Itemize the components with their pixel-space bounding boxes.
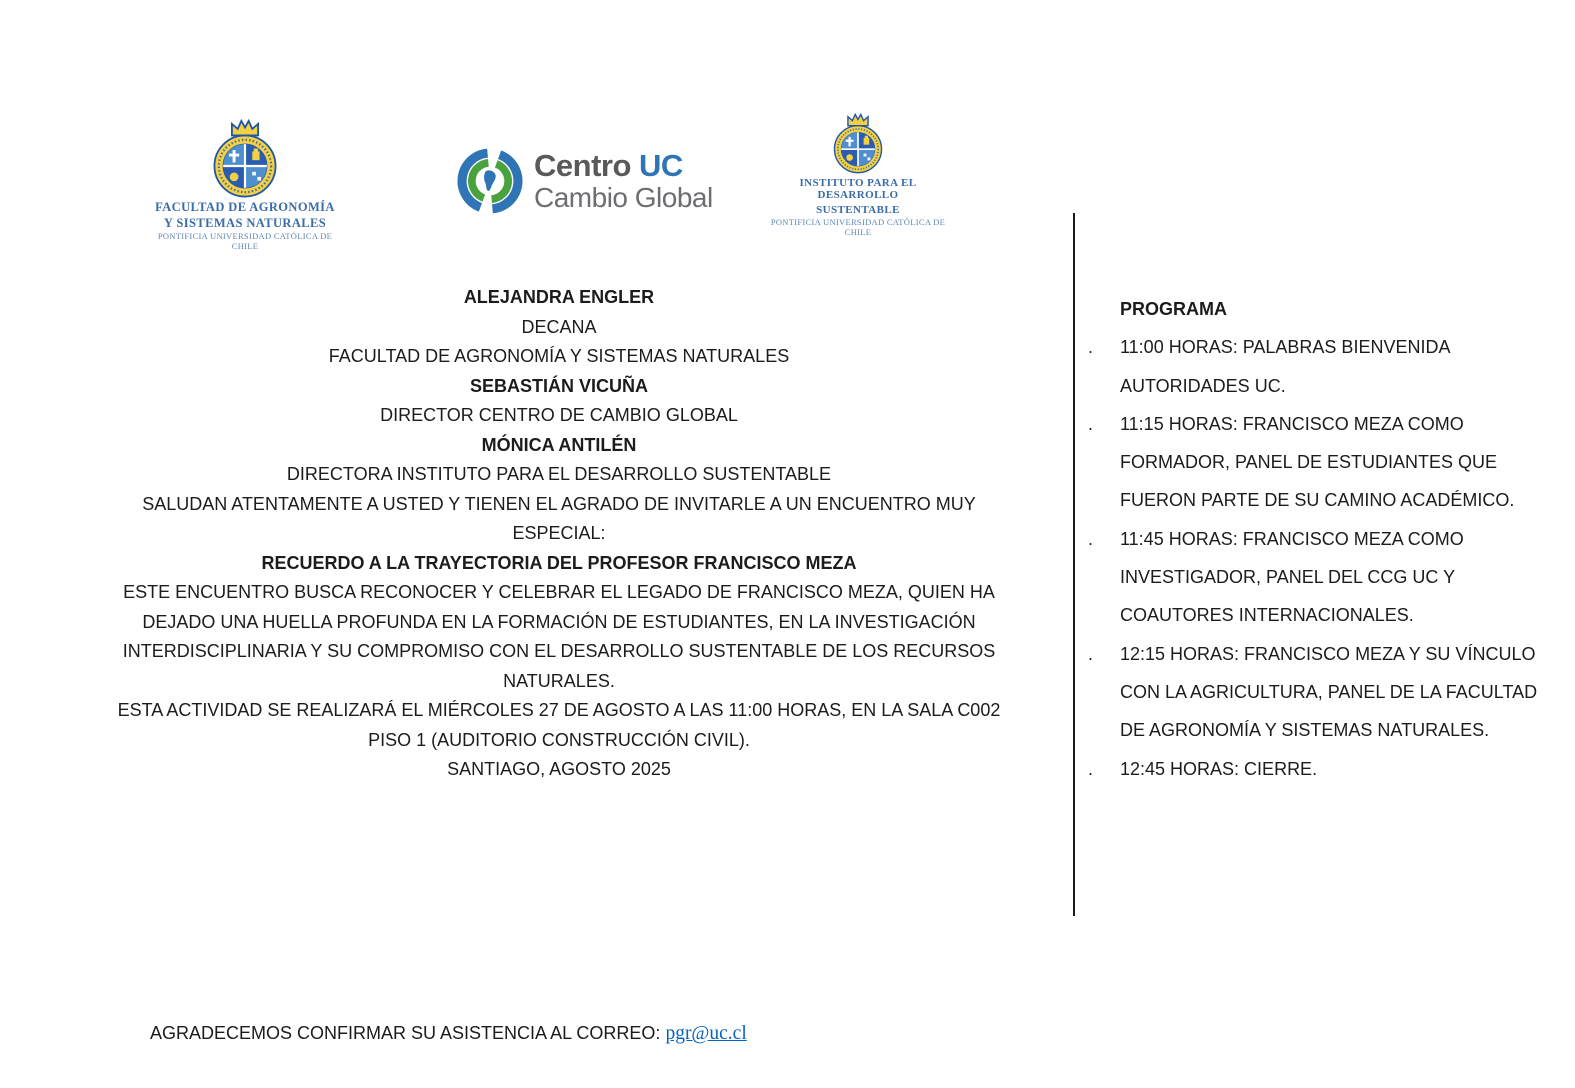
program-item [1088, 328, 1560, 405]
signatory-1-title: DECANA [521, 316, 597, 337]
bullet-marker: . [1088, 413, 1094, 434]
globe-icon [455, 146, 525, 216]
event-block [99, 549, 1019, 697]
facultad-logo [145, 118, 345, 251]
bullet-marker: . [1088, 337, 1094, 358]
signatory-3 [99, 431, 1019, 490]
instituto-logo [763, 112, 953, 237]
centro-uc-logo [455, 146, 713, 216]
signatory-1-org: FACULTAD DE AGRONOMÍA Y SISTEMAS NATURALES [328, 346, 790, 366]
uc-crest-icon [830, 112, 886, 174]
program-item [1088, 405, 1560, 520]
logistics-text: ESTA ACTIVIDAD SE REALIZARÁ EL MIÉRCOLES 27 DE AGOSTO A LAS 11:00 HORAS, EN LA SALA C002 PISO 1 (AUDITORIO CONSTRUCCIÓN CIVIL). [117, 700, 1001, 750]
facultad-logo-name-line1: FACULTAD DE AGRONOMÍA [155, 200, 335, 214]
program-item [1088, 635, 1560, 750]
program-heading: PROGRAMA [1120, 299, 1227, 319]
program-item [1088, 520, 1560, 635]
signatory-1 [99, 283, 1019, 372]
program-item [1088, 750, 1560, 788]
rsvp-email-link[interactable]: pgr@uc.cl [665, 1023, 747, 1044]
instituto-logo-university: PONTIFICIA UNIVERSIDAD CATÓLICA DE CHILE [770, 217, 946, 237]
program-item-text: 11:45 HORAS: FRANCISCO MEZA COMO INVESTIGADOR, PANEL DEL CCG UC Y COAUTORES INTERNACIONALES. [1120, 528, 1464, 626]
program-item-text: 12:15 HORAS: FRANCISCO MEZA Y SU VÍNCULO CON LA AGRICULTURA, PANEL DE LA FACULTAD DE AGRONOMÍA Y SISTEMAS NATURALES. [1120, 643, 1538, 741]
invitation-body [99, 283, 1019, 785]
rsvp-line [150, 1019, 747, 1048]
program-item-text: 11:15 HORAS: FRANCISCO MEZA COMO FORMADOR, PANEL DE ESTUDIANTES QUE FUERON PARTE DE SU CAMINO ACADÉMICO. [1120, 413, 1515, 511]
event-title: RECUERDO A LA TRAYECTORIA DEL PROFESOR FRANCISCO MEZA [261, 552, 857, 573]
salutation-text: SALUDAN ATENTAMENTE A USTED Y TIENEN EL AGRADO DE INVITARLE A UN ENCUENTRO MUY ESPECIAL: [142, 493, 976, 543]
instituto-logo-name-line2: SUSTENTABLE [816, 204, 900, 216]
program-section [1088, 290, 1560, 788]
signatory-2 [99, 372, 1019, 431]
bullet-marker: . [1088, 643, 1094, 664]
signatory-1-name: ALEJANDRA ENGLER [463, 287, 655, 307]
program-item-text: 12:45 HORAS: CIERRE. [1120, 758, 1318, 779]
bullet-marker: . [1088, 758, 1094, 779]
signatory-3-name: MÓNICA ANTILÉN [481, 434, 637, 455]
signatory-2-name: SEBASTIÁN VICUÑA [469, 375, 648, 396]
facultad-logo-name-line2: Y SISTEMAS NATURALES [163, 216, 327, 230]
signatory-2-title: DIRECTOR CENTRO DE CAMBIO GLOBAL [380, 405, 738, 425]
rsvp-text: AGRADECEMOS CONFIRMAR SU ASISTENCIA AL CORREO: [150, 1023, 666, 1043]
instituto-logo-name-line1: INSTITUTO PARA EL DESARROLLO [799, 177, 917, 201]
centro-uc-wordmark: Centro UC [534, 148, 683, 183]
bullet-marker: . [1088, 528, 1094, 549]
program-item-text: 11:00 HORAS: PALABRAS BIENVENIDA AUTORIDADES UC. [1120, 337, 1450, 396]
dateline: SANTIAGO, AGOSTO 2025 [447, 759, 671, 779]
uc-crest-icon [208, 118, 282, 198]
signatory-3-title: DIRECTORA INSTITUTO PARA EL DESARROLLO SUSTENTABLE [286, 464, 832, 484]
event-description: ESTE ENCUENTRO BUSCA RECONOCER Y CELEBRAR EL LEGADO DE FRANCISCO MEZA, QUIEN HA DEJADO UNA HUELLA PROFUNDA EN LA FORMACIÓN DE ESTUDIANTES, EN LA INVESTIGACIÓN INTERDISCIPLINARIA Y SU COMPROMISO CON EL DESARROLLO SUSTENTABLE DE LOS RECURSOS NATURALES. [122, 582, 996, 691]
vertical-divider [1073, 213, 1075, 916]
facultad-logo-university: PONTIFICIA UNIVERSIDAD CATÓLICA DE CHILE [157, 231, 333, 251]
centro-uc-subtitle: Cambio Global [534, 182, 713, 213]
